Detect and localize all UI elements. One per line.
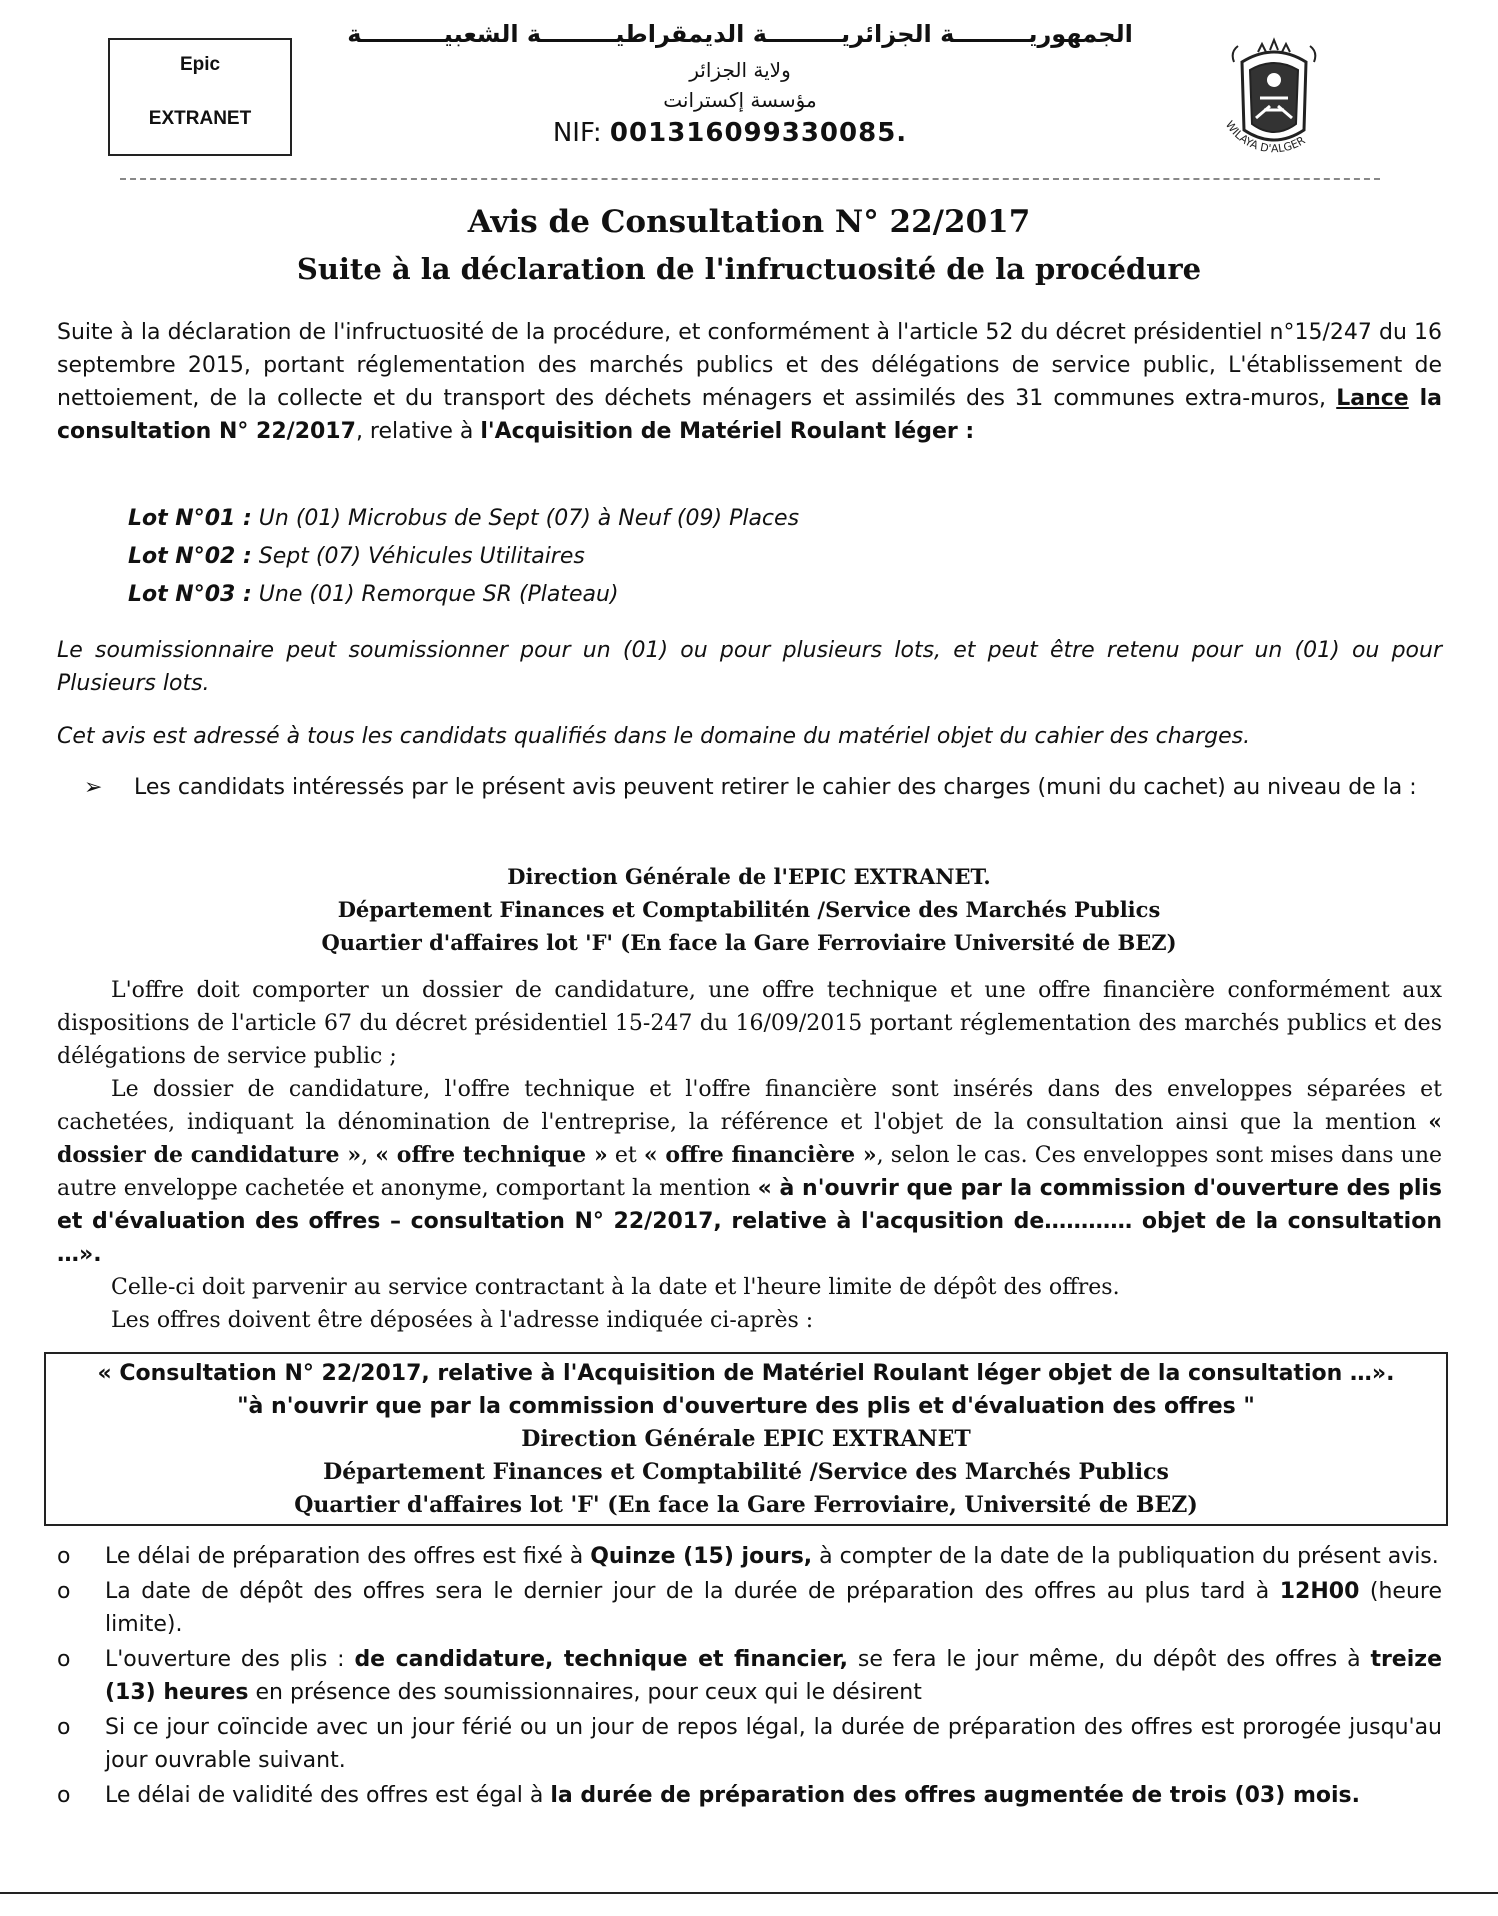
box-line: "à n'ouvrir que par la commission d'ouverture des plis et d'évaluation des offres " [237,1394,1255,1419]
list-item [57,1540,1442,1573]
note-qualified-candidates: Cet avis est adressé à tous les candidats qualifiés dans le domaine du matériel objet du cahier des charges. [57,724,1251,749]
bullet-bold: treize (13) heures [105,1647,1442,1705]
bullet-text: Le délai de préparation des offres est fixé à [105,1544,591,1569]
bullet-text: Le délai de validité des offres est égal à [105,1783,551,1808]
envelope-mention: « à n'ouvrir que par la commission d'ouverture des plis et d'évaluation des offres – consultation N° 22/2017, relative à l'acqusition de………… objet de la consultation …». [57,1176,1442,1267]
intro-object: l'Acquisition de Matériel Roulant léger : [480,419,975,444]
list-item [57,1575,1442,1641]
lot-label: Lot N°02 : [128,544,252,569]
deposit-address-box [44,1352,1448,1526]
retrieve-text: Les candidats intéressés par le présent avis peuvent retirer le cahier des charges (muni du cachet) au niveau de la : [134,775,1417,800]
delivery-paragraph: Celle-ci doit parvenir au service contractant à la date et l'heure limite de dépôt des offres. [111,1275,1120,1300]
page-subtitle: Suite à la déclaration de l'infructuosité de la procédure [296,252,1202,286]
mention-candidature: « dossier de candidature » [57,1109,1442,1168]
bullet-text: à compter de la date de la publiquation du présent avis. [812,1544,1439,1569]
bullet-bold: de candidature, technique et financier, [354,1647,848,1672]
separator: , [361,1143,376,1168]
list-item [57,1643,1442,1709]
nif-value: 001316099330085. [609,118,908,148]
bullet-text: (heure limite). [105,1579,1442,1637]
circle-bullet-icon: o [57,1715,71,1740]
list-item [57,1779,1442,1812]
arabic-republic-title: الجمهوريـــــــــة الجزائريـــــــــة الديمقراطيـــــــــة الشعبيــــــــــة [347,20,1133,48]
list-item [128,576,1328,614]
list-item [57,1711,1442,1777]
lot-label: Lot N°03 : [128,582,252,607]
epic-box-line1: Epic [179,54,221,75]
bullet-text: La date de dépôt des offres sera le dernier jour de la durée de préparation des offres au plus tard à [105,1579,1280,1604]
mention-technique: « offre technique » [375,1142,608,1168]
arabic-establishment: مؤسسة إكسترانت [663,88,817,112]
bullet-bold: 12H00 [1279,1579,1360,1604]
retrieve-instruction [84,770,1444,805]
epic-logo-box [108,38,292,156]
list-item [128,538,1328,576]
envelope-text-2: , selon le cas. Ces enveloppes sont mises dans une autre enveloppe cachetée et anonyme, comportant la mention [57,1143,1443,1201]
page-title: Avis de Consultation N° 22/2017 [467,204,1031,240]
arrow-bullet-icon: ➢ [84,775,103,800]
intro-consultation: la consultation N° 22/2017 [57,386,1442,444]
offer-paragraph: L'offre doit comporter un dossier de candidature, une offre technique et une offre financière conformément aux dispositions de l'article 67 du décret présidentiel 15-247 du 16/09/2015 portant réglementation des marchés publics et des délégations de service public ; [57,978,1442,1069]
lots-list [128,500,1328,614]
header-divider [120,178,1380,180]
bullet-text: en présence des soumissionnaires, pour ceux qui le désirent [248,1680,922,1705]
bullet-bold: Quinze (15) jours, [590,1544,813,1569]
circle-bullet-icon: o [57,1544,71,1569]
arabic-wilaya: ولاية الجزائر [689,58,791,82]
bottom-divider [0,1892,1498,1894]
epic-box-line2: EXTRANET [148,108,252,129]
wilaya-seal-icon [1204,22,1344,172]
lot-text: Sept (07) Véhicules Utilitaires [251,544,585,569]
bullet-text: L'ouverture des plis : [105,1647,355,1672]
address-line: Direction Générale de l'EPIC EXTRANET. [507,864,991,889]
envelope-paragraph [57,1073,1442,1271]
lot-label: Lot N°01 : [128,506,252,531]
box-line: Département Finances et Comptabilité /Service des Marchés Publics [323,1459,1169,1485]
seal-text: WILAYA D'ALGER [1222,118,1308,156]
mention-financiere: « offre financière » [643,1142,877,1168]
intro-relative: , relative à [355,419,481,444]
separator: et [607,1143,644,1168]
note-multiple-lots: Le soumissionnaire peut soumissionner pour un (01) ou pour plusieurs lots, et peut être retenu pour un (01) ou pour Plusieurs lots. [57,638,1442,696]
intro-paragraph [57,316,1442,448]
intro-text: Suite à la déclaration de l'infructuosité de la procédure, et conformément à l'article 52 du décret présidentiel n°15/247 du 16 septembre 2015, portant réglementation des marchés publics et des délégations de service public, L'établissement de nettoiement, de la collecte et du transport des déchets ménagers et assimilés des 31 communes extra-muros, [57,320,1442,411]
circle-bullet-icon: o [57,1783,71,1808]
box-line: « Consultation N° 22/2017, relative à l'Acquisition de Matériel Roulant léger objet de la consultation …». [97,1361,1395,1386]
retrieval-address [0,860,1498,959]
bullet-text: Si ce jour coïncide avec un jour férié ou un jour de repos légal, la durée de préparation des offres est prorogée jusqu'au jour ouvrable suivant. [105,1715,1442,1773]
lot-text: Un (01) Microbus de Sept (07) à Neuf (09) Places [251,506,800,531]
circle-bullet-icon: o [57,1647,71,1672]
envelope-text: Le dossier de candidature, l'offre technique et l'offre financière sont insérés dans des enveloppes séparées et cachetées, indiquant la dénomination de l'entreprise, la référence et l'objet de la consultation ainsi que la mention [57,1077,1442,1135]
offer-section [57,974,1442,1337]
box-line: Quartier d'affaires lot 'F' (En face la Gare Ferroviaire, Université de BEZ) [294,1492,1198,1518]
deposit-paragraph: Les offres doivent être déposées à l'adresse indiquée ci-après : [111,1308,814,1333]
bullet-bold: la durée de préparation des offres augmentée de trois (03) mois. [550,1783,1360,1808]
list-item [128,500,1328,538]
conditions-list [57,1540,1442,1814]
bullet-text: se fera le jour même, du dépôt des offres à [848,1647,1371,1672]
nif-number [480,118,980,148]
intro-lance: Lance [1336,386,1409,411]
circle-bullet-icon: o [57,1579,71,1604]
box-line: Direction Générale EPIC EXTRANET [521,1426,971,1452]
lot-text: Une (01) Remorque SR (Plateau) [251,582,619,607]
address-line: Quartier d'affaires lot 'F' (En face la Gare Ferroviaire Université de BEZ) [321,930,1177,955]
nif-label: NIF: [552,118,602,148]
address-line: Département Finances et Comptabilitén /Service des Marchés Publics [337,897,1161,922]
